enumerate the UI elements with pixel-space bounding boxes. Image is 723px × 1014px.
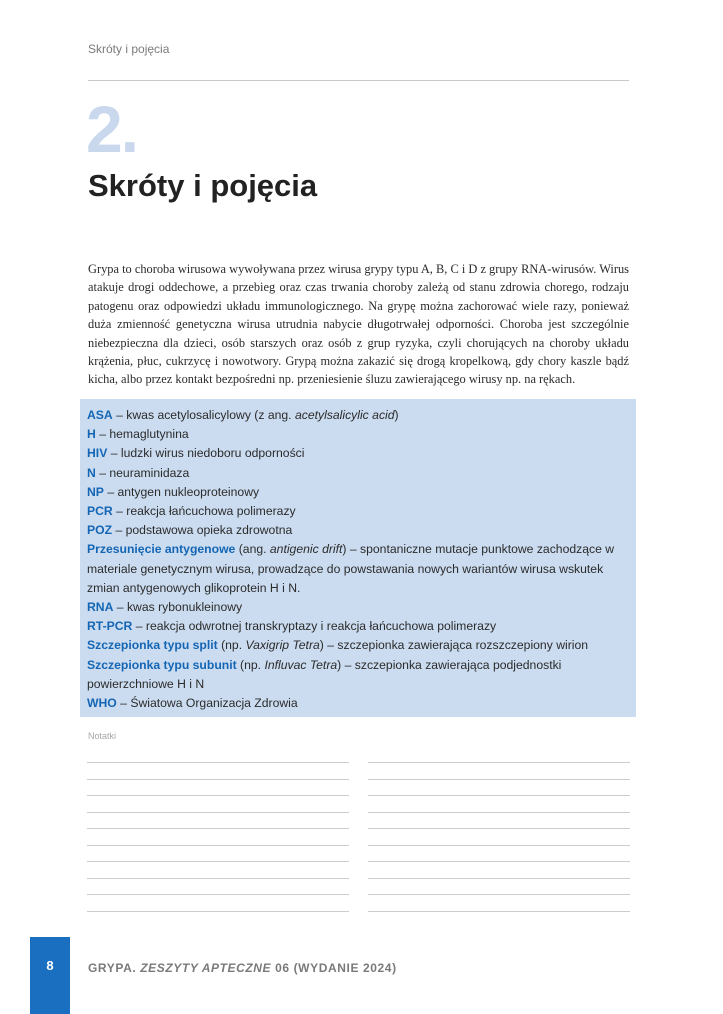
chapter-number: 2. [86,92,138,166]
glossary-entry [87,656,629,694]
definition-text: ) – spontaniczne mutacje punktowe zachodzące w materiale genetycznym wirusa, prowadzące do powstawania nowych wariantów wirusa wskutek zmian antygenowych glikoprotein H i N. [87,542,615,595]
glossary-definition [117,696,298,710]
glossary-entry [87,521,629,540]
definition-text: ) [394,408,399,422]
glossary-term: RNA [87,600,114,615]
glossary-entry [87,540,629,598]
definition-text: – reakcja odwrotnej transkryptazy i reakcja łańcuchowa polimerazy [132,619,497,634]
glossary-entry [87,694,629,713]
note-line [368,762,630,763]
glossary-term: Szczepionka typu split [87,638,218,653]
glossary-term: POZ [87,523,113,538]
glossary-definition [104,485,259,499]
definition-text: – reakcja łańcuchowa polimerazy [112,504,296,519]
glossary-entry [87,483,629,502]
glossary-term: H [87,427,96,442]
definition-italic: Vaxigrip Tetra [245,638,320,653]
definition-text: – kwas rybonukleinowy [113,600,243,615]
glossary-term: ASA [87,408,113,422]
definition-text: (np. [217,638,246,653]
note-line [87,878,349,879]
footer-series: ZESZYTY APTECZNE [140,961,272,975]
definition-text: – ludzki wirus niedoboru odporności [107,446,305,461]
note-line [368,845,630,846]
footer-suffix: 06 (WYDANIE 2024) [271,961,397,975]
definition-italic: acetylsalicylic acid [294,408,395,422]
intro-paragraph: Grypa to choroba wirusowa wywoływana przez wirusa grypy typu A, B, C i D z grupy RNA-wirusów. Wirus atakuje drogi oddechowe, a przebieg oraz czas trwania choroby zależą od stanu zdrowia chorego, rodzaju patogenu oraz odpowiedzi układu immunologicznego. Na grypę można zachorować wiele razy, ponieważ duża zmienność genetyczna wirusa utrudnia nabycie długotrwałej odporności. Choroba jest szczególnie niebezpieczna dla dzieci, osób starszych oraz osób z grup ryzyka, czyli chorujących na choroby układu krążenia, płuc, cukrzycę i nowotwory. Grypą można zakazić się drogą kropelkową, gdy chory kaszle bądź kicha, albo przez kontakt bezpośredni np. przeniesienie śluzu zawierającego wirusy np. na rękach. [88,262,629,387]
footer-prefix: GRYPA. [88,961,141,975]
glossary-entry [87,598,629,617]
definition-text: – hemaglutynina [95,427,189,442]
definition-italic: antigenic drift [269,542,343,557]
glossary-definition [96,466,190,480]
definition-text: – kwas acetylosalicylowy (z ang. [112,408,295,422]
note-line [87,812,349,813]
note-line [87,894,349,895]
definition-text: – podstawowa opieka zdrowotna [112,523,293,538]
note-line [87,911,349,912]
glossary-entry [87,464,629,483]
glossary-definition [113,504,296,518]
definition-text: – neuraminidaza [95,465,190,480]
note-line [368,795,630,796]
note-line [368,894,630,895]
definition-italic: Influvac Tetra [264,657,338,672]
glossary-entry [87,502,629,521]
header-divider [88,80,629,81]
notes-lines-left [87,762,349,927]
glossary-term: Przesunięcie antygenowe [87,542,236,557]
glossary-entry [87,444,629,463]
glossary-term: NP [87,484,104,499]
note-line [87,828,349,829]
glossary-definition [107,446,304,460]
note-line [368,861,630,862]
page-number: 8 [46,958,54,973]
notes-lines-right [368,762,630,927]
notes-label: Notatki [88,731,117,741]
note-line [368,828,630,829]
glossary-term: N [87,465,96,480]
note-line [87,779,349,780]
definition-text: – Światowa Organizacja Zdrowia [116,696,298,711]
note-line [87,795,349,796]
note-line [368,911,630,912]
glossary-term: WHO [87,696,117,711]
note-line [87,861,349,862]
glossary-entry [87,636,629,655]
definition-text: (ang. [235,542,270,557]
definition-text: ) – szczepionka zawierająca rozszczepiony wirion [319,638,589,653]
note-line [368,779,630,780]
definition-text: – antygen nukleoproteinowy [103,484,260,499]
glossary-term: HIV [87,446,108,461]
glossary-definition [96,427,189,441]
chapter-title: Skróty i pojęcia [88,168,318,203]
definition-text: (np. [236,657,265,672]
glossary-box [80,399,636,717]
glossary-list [87,406,629,713]
glossary-definition [218,638,588,652]
glossary-term: Szczepionka typu subunit [87,657,237,672]
note-line [368,812,630,813]
glossary-entry [87,617,629,636]
running-header: Skróty i pojęcia [88,42,170,56]
glossary-entry [87,425,629,444]
glossary-definition [112,523,292,537]
note-line [368,878,630,879]
glossary-definition [132,619,496,633]
publication-footer [88,961,397,975]
glossary-entry [87,406,629,425]
page-number-box [30,937,70,1014]
glossary-term: PCR [87,504,113,519]
glossary-definition [113,408,399,422]
glossary-term: RT-PCR [87,619,133,634]
note-line [87,762,349,763]
note-line [87,845,349,846]
definition-text: ) – szczepionka zawierająca podjednostki powierzchniowe H i N [87,657,562,691]
glossary-definition [113,600,242,614]
